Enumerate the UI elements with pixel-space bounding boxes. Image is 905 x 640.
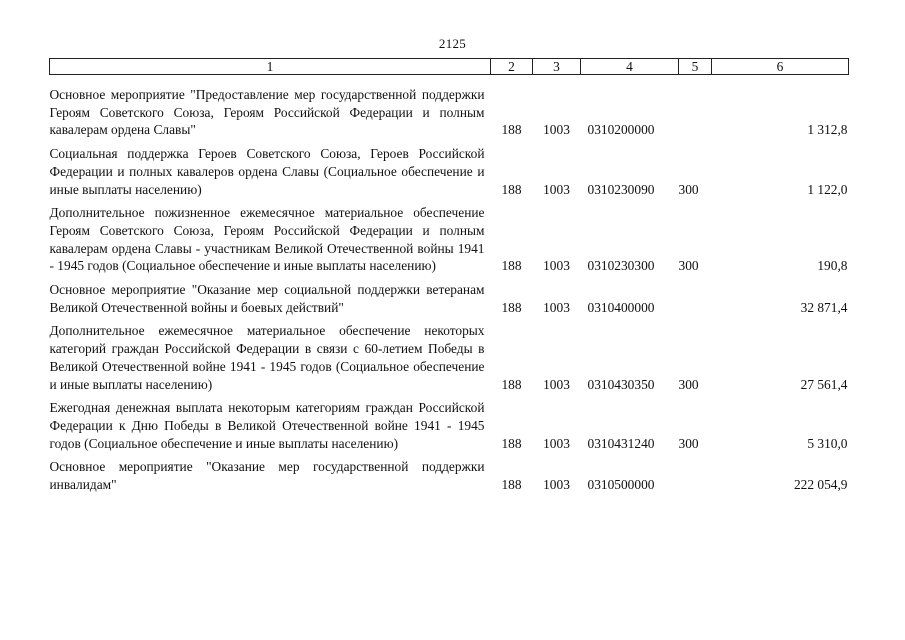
column-header-3: 3 (533, 59, 581, 75)
column-header-6: 6 (712, 59, 849, 75)
table-header (50, 59, 849, 75)
row-description: Ежегодная денежная выплата некоторым категориям граждан Российской Федерации к Дню Победы в Великой Отечественной войне 1941 - 1945 годов (Социальное обеспечение и иные выплаты населению) (49, 400, 485, 451)
table-row (50, 139, 849, 198)
row-amount: 27 561,4 (800, 376, 848, 392)
row-section-code: 1003 (543, 122, 570, 138)
page-number: 2125 (438, 36, 467, 51)
row-ministry-code: 188 (501, 376, 522, 392)
row-target-code: 0310430350 (587, 376, 655, 392)
row-ministry-code: 188 (501, 258, 522, 274)
row-section-code: 1003 (543, 435, 570, 451)
row-amount: 1 122,0 (807, 181, 848, 197)
row-amount: 1 312,8 (807, 122, 848, 138)
row-target-code: 0310431240 (587, 435, 655, 451)
table-body (50, 75, 849, 494)
row-description: Дополнительное ежемесячное материальное обеспечение некоторых категорий граждан Российской Федерации в связи с 60-летием Победы в Великой Отечественной войне 1941 - 1945 годов (Социальное обеспечение и иные выплаты населению) (49, 323, 485, 392)
row-section-code: 1003 (543, 181, 570, 197)
row-description: Основное мероприятие "Оказание мер государственной поддержки инвалидам" (49, 459, 485, 493)
row-amount: 222 054,9 (793, 477, 848, 493)
column-header-2: 2 (491, 59, 533, 75)
row-target-code: 0310230300 (587, 258, 655, 274)
row-expense-type: 300 (678, 435, 699, 451)
row-ministry-code: 188 (501, 181, 522, 197)
row-expense-type: 300 (678, 258, 699, 274)
table-row (50, 452, 849, 493)
row-section-code: 1003 (543, 258, 570, 274)
table-row (50, 275, 849, 316)
row-description: Социальная поддержка Героев Советского Союза, Героев Российской Федерации и полных кавалеров ордена Славы (Социальное обеспечение и иные выплаты населению) (49, 146, 485, 197)
row-ministry-code: 188 (501, 299, 522, 315)
column-header-4: 4 (581, 59, 679, 75)
row-target-code: 0310400000 (587, 299, 655, 315)
table-row (50, 198, 849, 275)
row-amount: 32 871,4 (800, 299, 848, 315)
row-ministry-code: 188 (501, 122, 522, 138)
row-expense-type: 300 (678, 376, 699, 392)
table-row (50, 75, 849, 140)
row-ministry-code: 188 (501, 477, 522, 493)
row-description: Основное мероприятие "Предоставление мер государственной поддержки Героям Советского Союза, Героям Российской Федерации и полным кавалерам ордена Славы" (49, 87, 485, 138)
row-target-code: 0310500000 (587, 477, 655, 493)
row-amount: 5 310,0 (807, 435, 848, 451)
column-header-1: 1 (50, 59, 491, 75)
row-expense-type (679, 275, 712, 316)
row-description: Основное мероприятие "Оказание мер социальной поддержки ветеранам Великой Отечественной войны и боевых действий" (49, 282, 485, 315)
row-section-code: 1003 (543, 376, 570, 392)
row-target-code: 0310200000 (587, 122, 655, 138)
budget-table (49, 58, 849, 494)
row-section-code: 1003 (543, 299, 570, 315)
row-description: Дополнительное пожизненное ежемесячное материальное обеспечение Героям Советского Союза, Героям Российской Федерации и полным кавалерам ордена Славы - участникам Великой Отечественной войны 1941 - 1945 годов (Социальное обеспечение и иные выплаты населению) (49, 205, 485, 274)
table-row (50, 316, 849, 393)
table-row (50, 393, 849, 452)
row-expense-type: 300 (678, 181, 699, 197)
row-section-code: 1003 (543, 477, 570, 493)
header-row (50, 59, 849, 75)
row-ministry-code: 188 (501, 435, 522, 451)
row-expense-type (679, 75, 712, 140)
row-target-code: 0310230090 (587, 181, 655, 197)
row-expense-type (679, 452, 712, 493)
column-header-5: 5 (679, 59, 712, 75)
row-amount: 190,8 (817, 258, 848, 274)
